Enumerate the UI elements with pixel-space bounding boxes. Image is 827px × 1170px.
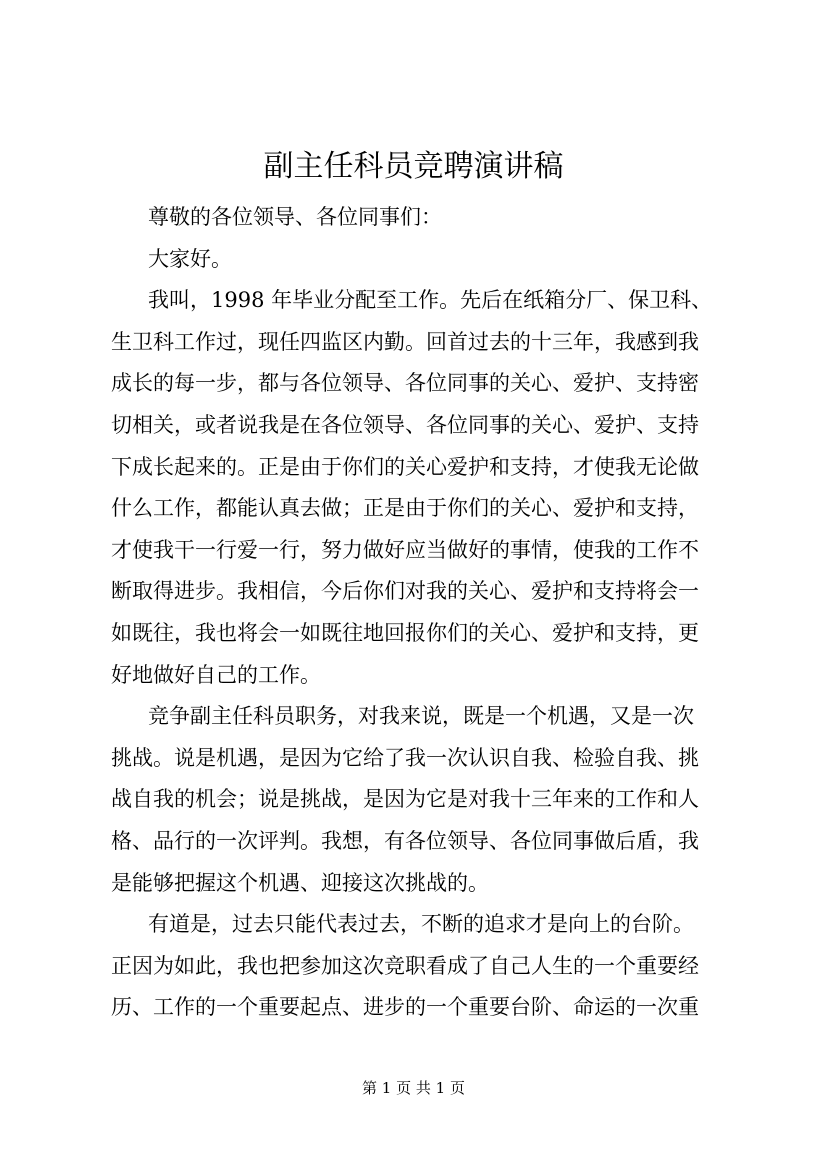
- paragraph-2-line-1: 竞争副主任科员职务，对我来说，既是一个机遇，又是一次: [148, 704, 694, 729]
- paragraph-3-line-3: 历、工作的一个重要起点、进步的一个重要台阶、命运的一次重: [111, 995, 699, 1020]
- page-footer: 第 1 页 共 1 页: [362, 1079, 465, 1097]
- paragraph-1-line-7: 才使我干一行爱一行，努力做好应当做好的事情，使我的工作不: [111, 537, 699, 562]
- paragraph-1-line-6: 什么工作，都能认真去做；正是由于你们的关心、爱护和支持，: [111, 496, 699, 521]
- paragraph-1-line-8: 断取得进步。我相信，今后你们对我的关心、爱护和支持将会一: [111, 579, 699, 604]
- paragraph-1-line-3: 成长的每一步，都与各位领导、各位同事的关心、爱护、支持密: [111, 371, 699, 396]
- paragraph-1-line-2: 生卫科工作过，现任四监区内勤。回首过去的十三年，我感到我: [111, 329, 699, 354]
- paragraph-3-line-2: 正因为如此，我也把参加这次竞职看成了自己人生的一个重要经: [111, 953, 699, 978]
- document-body: [111, 197, 741, 1029]
- greeting-line: 大家好。: [148, 246, 232, 271]
- paragraph-1-line-5: 下成长起来的。正是由于你们的关心爱护和支持，才使我无论做: [111, 454, 699, 479]
- paragraph-1-line-9: 如既往，我也将会一如既往地回报你们的关心、爱护和支持，更: [111, 620, 699, 645]
- paragraph-1-line-10: 好地做好自己的工作。: [111, 662, 321, 687]
- paragraph-2-line-3: 战自我的机会；说是挑战，是因为它是对我十三年来的工作和人: [111, 787, 699, 812]
- paragraph-1-line-4: 切相关，或者说我是在各位领导、各位同事的关心、爱护、支持: [111, 412, 699, 437]
- document-title: 副主任科员竞聘演讲稿: [263, 149, 564, 184]
- paragraph-2-line-5: 是能够把握这个机遇、迎接这次挑战的。: [111, 870, 489, 895]
- salutation-line: 尊敬的各位领导、各位同事们：: [148, 205, 442, 229]
- paragraph-2-line-4: 格、品行的一次评判。我想，有各位领导、各位同事做后盾，我: [111, 828, 699, 853]
- paragraph-1-line-1: 我叫，1998 年毕业分配至工作。先后在纸箱分厂、保卫科、: [148, 288, 713, 313]
- paragraph-2-line-2: 挑战。说是机遇，是因为它给了我一次认识自我、检验自我、挑: [111, 745, 699, 770]
- paragraph-3-line-1: 有道是，过去只能代表过去，不断的追求才是向上的台阶。: [148, 912, 694, 937]
